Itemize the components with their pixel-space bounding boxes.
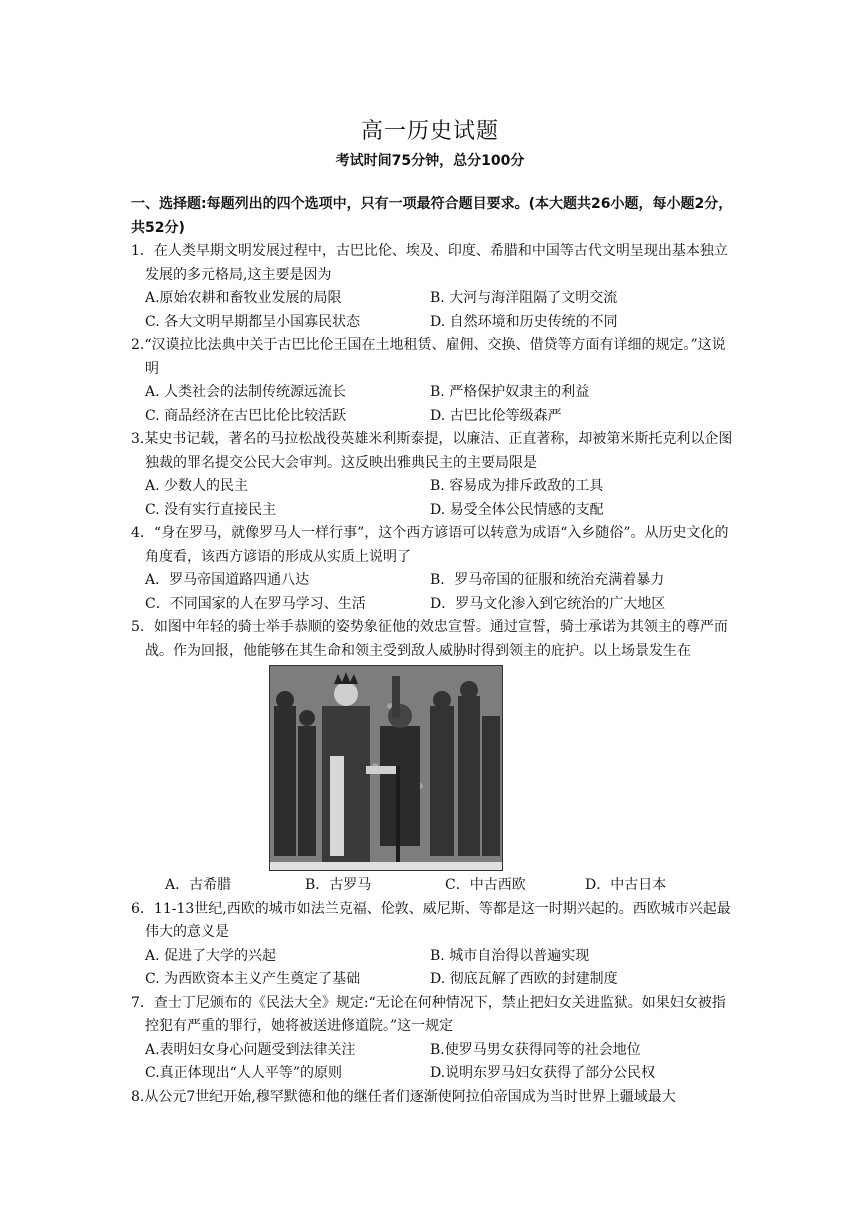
option-c: C.真正体现出“人人平等”的原则: [145, 1065, 342, 1081]
option-a: A.原始农耕和畜牧业发展的局限: [145, 290, 342, 306]
question-5-options: [131, 874, 736, 898]
option-d: D. 易受全体公民情感的支配: [430, 501, 604, 518]
question-2-stem: 2.“汉谟拉比法典中关于古巴比伦王国在土地租赁、雇佣、交换、借贷等方面有详细的规定。”这说明: [131, 337, 726, 377]
option-a: A. 人类社会的法制传统源远流长: [145, 384, 347, 400]
option-d: D. 彻底瓦解了西欧的封建制度: [430, 971, 618, 987]
option-c: C. 商品经济在古巴比伦比较活跃: [145, 407, 347, 424]
question-7-stem: 7．查士丁尼颁布的《民法大全》规定:“无论在何种情况下，禁止把妇女关进监狱。如果妇女被指控犯有严重的罪行，她将被送进修道院。”这一规定: [131, 994, 726, 1034]
option-d: D．罗马文化渗入到它统治的广大地区: [430, 595, 666, 612]
option-b: B.使罗马男女获得同等的社会地位: [430, 1041, 641, 1058]
option-a: A. 促进了大学的兴起: [145, 947, 277, 964]
section-heading: 一、选择题:每题列出的四个选项中，只有一项最符合题目要求。(本大题共26小题，每小题2分，共52分): [131, 196, 733, 236]
option-c: C．中古西欧: [445, 877, 526, 893]
option-d: D. 自然环境和历史传统的不同: [430, 313, 618, 330]
option-b: B. 大河与海洋阻隔了文明交流: [430, 290, 618, 306]
question-6-options: [131, 945, 736, 992]
option-a: A．古希腊: [165, 877, 232, 893]
option-c: C. 各大文明早期都呈小国寡民状态: [145, 313, 361, 330]
option-b: B. 严格保护奴隶主的利益: [430, 384, 590, 400]
option-c: C．不同国家的人在罗马学习、生活: [145, 595, 366, 612]
option-b: B. 容易成为排斥政敌的工具: [430, 478, 604, 494]
option-a: A．罗马帝国道路四通八达: [145, 572, 310, 588]
option-a: A.表明妇女身心问题受到法律关注: [145, 1041, 356, 1058]
question-4-options: [131, 569, 736, 616]
exam-content: [131, 193, 736, 1109]
option-c: C. 为西欧资本主义产生奠定了基础: [145, 971, 361, 987]
knight-homage-illustration: [269, 665, 503, 871]
question-1-options: [131, 287, 736, 334]
question-6-stem: 6．11-13世纪,西欧的城市如法兰克福、伦敦、威尼斯、等都是这一时期兴起的。西欧城市兴起最伟大的意义是: [131, 900, 731, 940]
question-1-stem: 1．在人类早期文明发展过程中，古巴比伦、埃及、印度、希腊和中国等古代文明呈现出基本独立发展的多元格局,这主要是因为: [131, 243, 728, 283]
question-2-options: [131, 381, 736, 428]
option-b: B. 城市自治得以普遍实现: [430, 947, 590, 964]
exam-info: 考试时间75分钟，总分100分: [335, 153, 525, 169]
question-3-options: [131, 475, 736, 522]
option-b: B．罗马帝国的征服和统治充满着暴力: [430, 572, 665, 588]
option-b: B．古罗马: [305, 877, 372, 893]
question-4-stem: 4．“身在罗马，就像罗马人一样行事”，这个西方谚语可以转意为成语“入乡随俗”。从历史文化的角度看，该西方谚语的形成从实质上说明了: [131, 525, 729, 565]
option-d: D．中古日本: [585, 877, 667, 893]
page-title: 高一历史试题: [360, 119, 499, 144]
question-7-options: [131, 1039, 736, 1086]
option-a: A. 少数人的民主: [145, 478, 249, 494]
question-8-stem: 8.从公元7世纪开始,穆罕默德和他的继任者们逐渐使阿拉伯帝国成为当时世界上疆域最大: [131, 1088, 676, 1105]
question-3-stem: 3.某史书记载，著名的马拉松战役英雄米利斯泰提，以廉洁、正直著称，却被第米斯托克利以企图独裁的罪名提交公民大会审判。这反映出雅典民主的主要局限是: [131, 431, 733, 471]
option-c: C. 没有实行直接民主: [145, 501, 277, 518]
option-d: D. 古巴比伦等级森严: [430, 407, 562, 424]
question-5-figure-area: [131, 663, 736, 874]
option-d: D.说明东罗马妇女获得了部分公民权: [430, 1065, 656, 1081]
question-5-stem: 5．如图中年轻的骑士举手恭顺的姿势象征他的效忠宣誓。通过宣誓，骑士承诺为其领主的尊严而战。作为回报，他能够在其生命和领主受到敌人威胁时得到领主的庇护。以上场景发生在: [131, 619, 728, 659]
